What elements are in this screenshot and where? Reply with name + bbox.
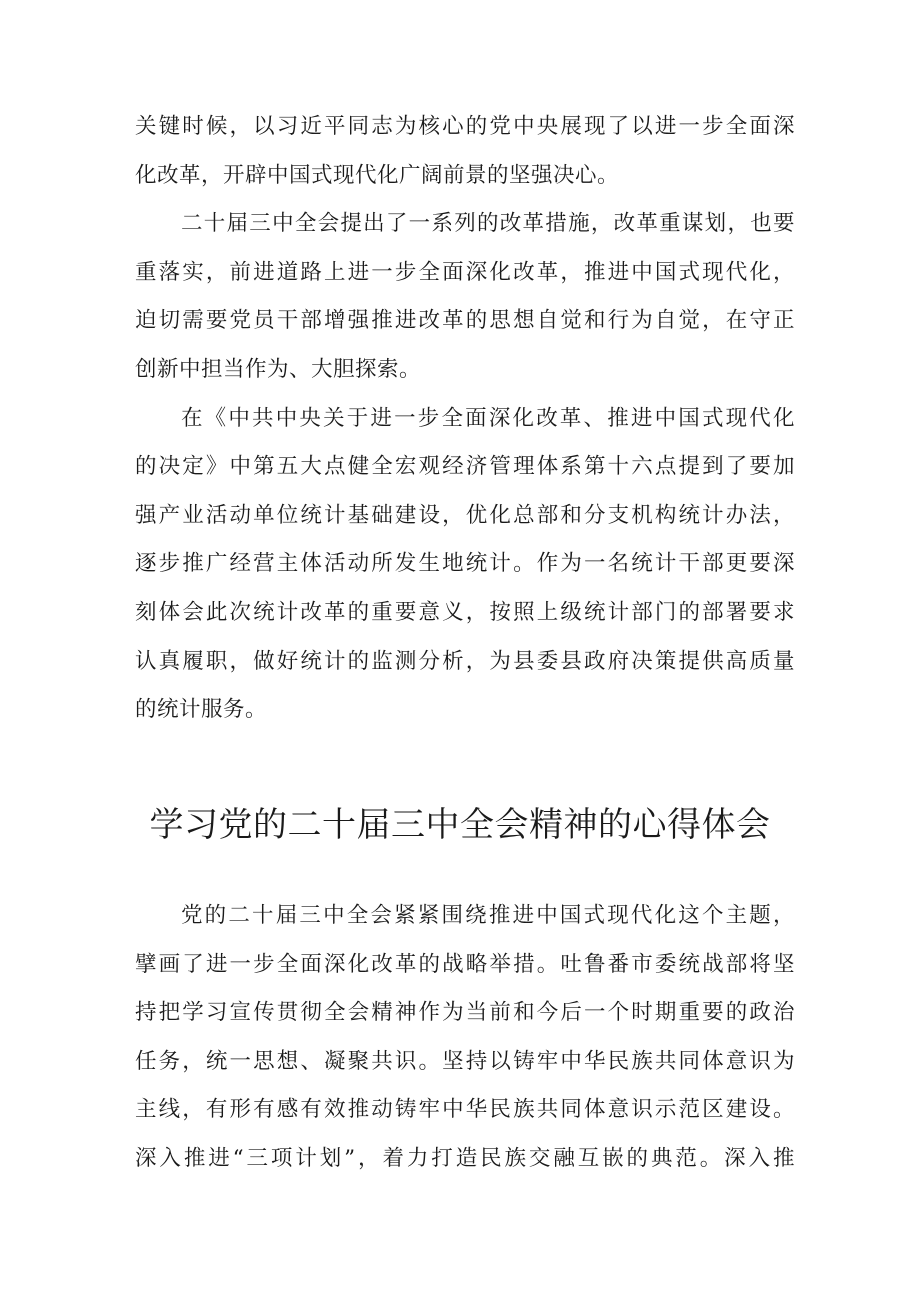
paragraph — [135, 395, 795, 735]
section-1-body — [135, 103, 795, 735]
text-line: 强产业活动单位统计基础建设，优化总部和分支机构统计办法， — [135, 502, 795, 528]
text-line: 二十届三中全会提出了一系列的改革措施，改革重谋划，也要 — [181, 211, 795, 237]
text-line: 的统计服务。 — [135, 697, 268, 723]
text-line: 刻体会此次统计改革的重要意义，按照上级统计部门的部署要求 — [135, 599, 795, 625]
section-2-body — [135, 892, 795, 1184]
text-line: 化改革，开辟中国式现代化广阔前景的坚强决心。 — [135, 162, 620, 188]
text-line: 持把学习宣传贯彻全会精神作为当前和今后一个时期重要的政治 — [135, 1000, 795, 1026]
text-line: 党的二十届三中全会紧紧围绕推进中国式现代化这个主题， — [181, 903, 795, 928]
text-line: 关键时候，以习近平同志为核心的党中央展现了以进一步全面深 — [135, 114, 795, 139]
section-title: 学习党的二十届三中全会精神的心得体会 — [149, 805, 771, 845]
paragraph — [135, 892, 795, 1184]
text-line: 深入推进“三项计划”，着力打造民族交融互嵌的典范。深入推 — [135, 1145, 795, 1171]
text-line: 迫切需要党员干部增强推进改革的思想自觉和行为自觉，在守正 — [135, 308, 795, 334]
text-line: 的决定》中第五大点健全宏观经济管理体系第十六点提到了要加 — [135, 454, 795, 480]
text-line: 擘画了进一步全面深化改革的战略举措。吐鲁番市委统战部将坚 — [135, 951, 795, 977]
text-line: 在《中共中央关于进一步全面深化改革、推进中国式现代化 — [181, 405, 795, 431]
paragraph — [135, 200, 795, 394]
text-line: 认真履职，做好统计的监测分析，为县委县政府决策提供高质量 — [135, 648, 795, 674]
paragraph — [135, 103, 795, 200]
text-line: 逐步推广经营主体活动所发生地统计。作为一名统计干部更要深 — [135, 551, 795, 577]
text-line: 任务，统一思想、凝聚共识。坚持以铸牢中华民族共同体意识为 — [135, 1048, 795, 1074]
text-line: 重落实，前进道路上进一步全面深化改革，推进中国式现代化， — [135, 259, 795, 285]
text-line: 主线，有形有感有效推动铸牢中华民族共同体意识示范区建设。 — [135, 1097, 795, 1123]
text-line: 创新中担当作为、大胆探索。 — [135, 356, 422, 382]
